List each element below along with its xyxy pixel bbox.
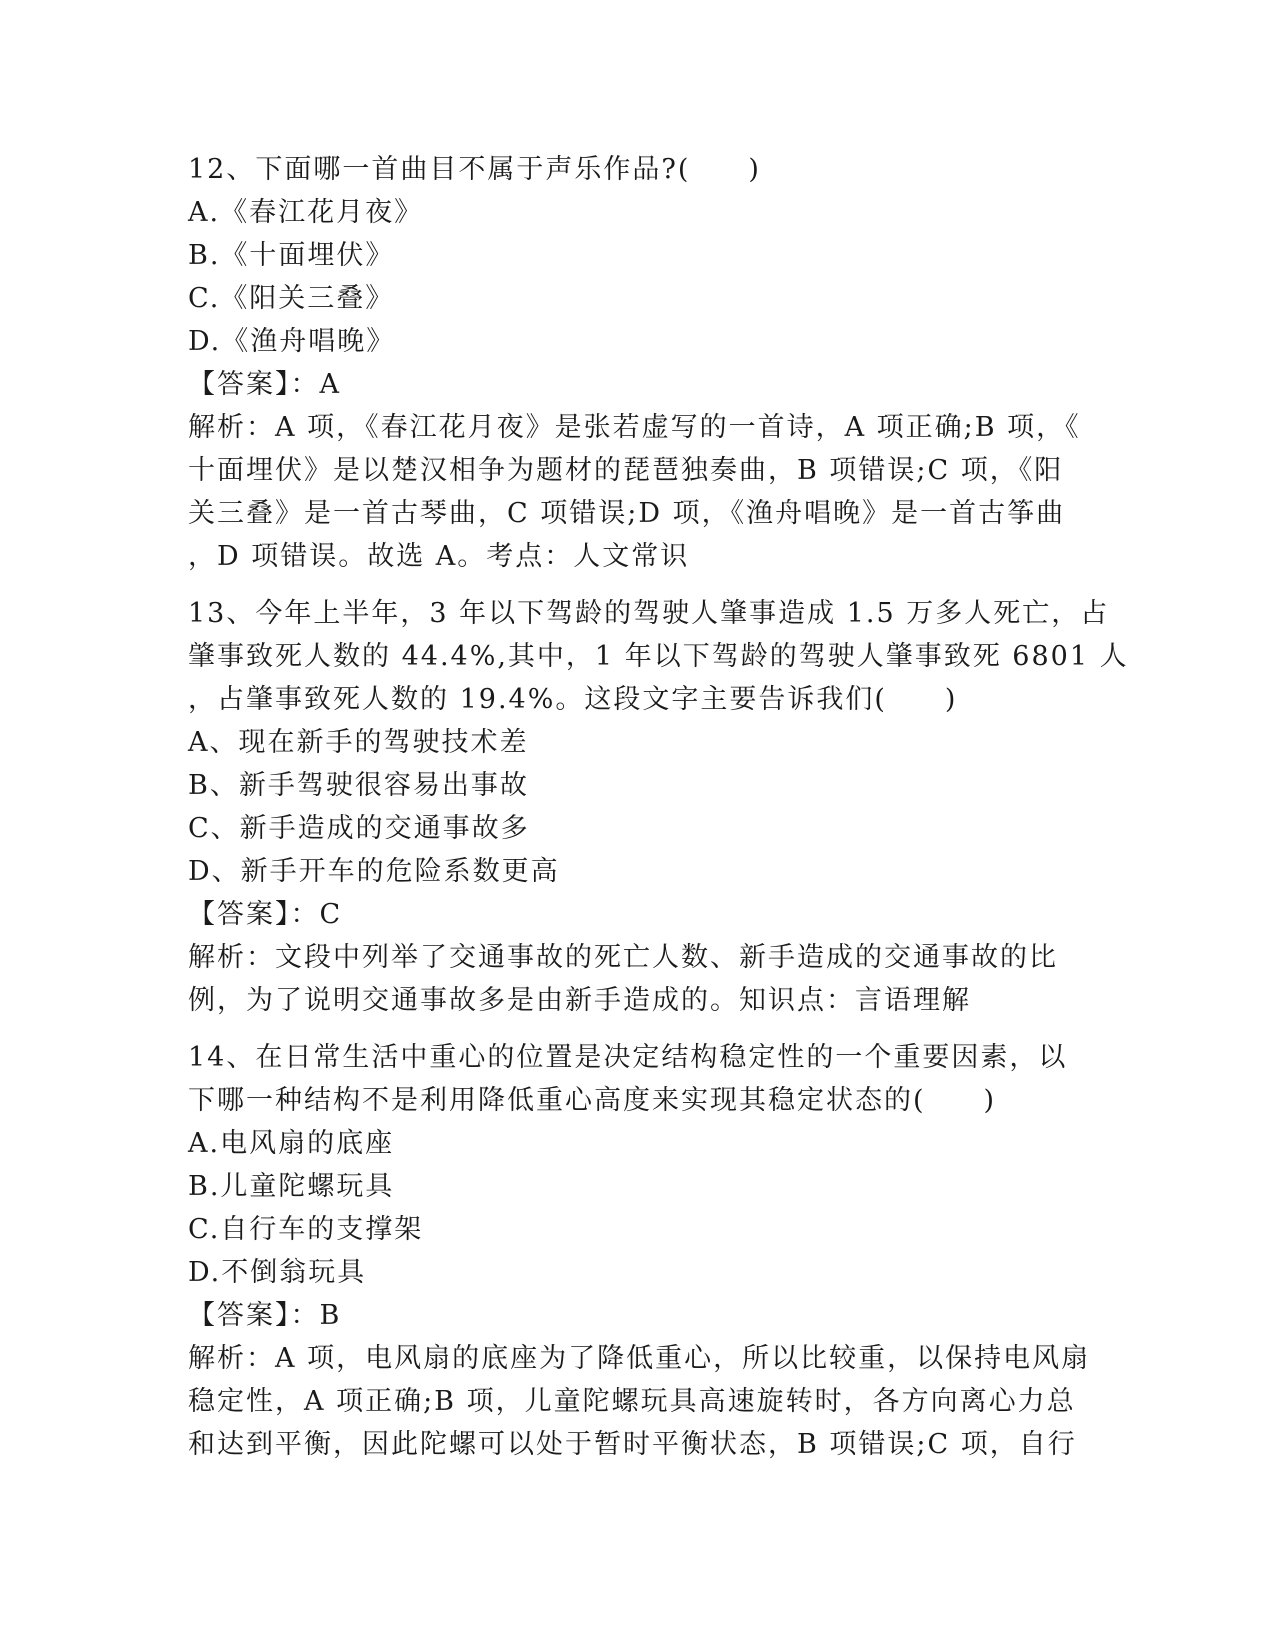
question-stem: 肇事致死人数的 44.4%,其中，1 年以下驾龄的驾驶人肇事致死 6801 人 — [188, 641, 1129, 672]
explanation-line: 例，为了说明交通事故多是由新手造成的。知识点：言语理解 — [188, 985, 971, 1016]
question-stem: 12、下面哪一首曲目不属于声乐作品?( ) — [188, 154, 761, 185]
answer-label: 【答案】：B — [188, 1300, 342, 1331]
answer-label: 【答案】：C — [188, 899, 343, 930]
explanation-line: 稳定性，A 项正确;B 项，儿童陀螺玩具高速旋转时，各方向离心力总 — [188, 1386, 1076, 1417]
option-b: B.儿童陀螺玩具 — [188, 1171, 395, 1202]
explanation-line: 解析：A 项，电风扇的底座为了降低重心，所以比较重，以保持电风扇 — [188, 1343, 1091, 1374]
option-c: C.自行车的支撑架 — [188, 1214, 424, 1245]
explanation-line: 解析：A 项，《春江花月夜》是张若虚写的一首诗，A 项正确;B 项，《 — [188, 412, 1081, 443]
option-d: D、新手开车的危险系数更高 — [188, 856, 560, 887]
question-stem: ，占肇事致死人数的 19.4%。这段文字主要告诉我们( ) — [188, 684, 958, 715]
option-a: A.《春江花月夜》 — [188, 197, 424, 228]
option-d: D.不倒翁玩具 — [188, 1257, 367, 1288]
explanation — [188, 1337, 1091, 1466]
option-a: A、现在新手的驾驶技术差 — [188, 727, 529, 758]
explanation — [188, 406, 1088, 578]
option-a: A.电风扇的底座 — [188, 1128, 395, 1159]
explanation-line: 解析：文段中列举了交通事故的死亡人数、新手造成的交通事故的比 — [188, 942, 1058, 973]
explanation-line: 十面埋伏》是以楚汉相争为题材的琵琶独奏曲，B 项错误;C 项，《阳 — [188, 455, 1064, 486]
question-12 — [188, 148, 1088, 578]
explanation-line: 关三叠》是一首古琴曲，C 项错误;D 项，《渔舟唱晚》是一首古筝曲 — [188, 498, 1066, 529]
answer-label: 【答案】：A — [188, 369, 341, 400]
explanation — [188, 936, 1088, 1022]
option-b: B、新手驾驶很容易出事故 — [188, 770, 529, 801]
option-b: B.《十面埋伏》 — [188, 240, 395, 271]
question-stem: 13、今年上半年，3 年以下驾龄的驾驶人肇事造成 1.5 万多人死亡，占 — [188, 598, 1110, 629]
question-14 — [188, 1036, 1091, 1466]
explanation-line: 和达到平衡，因此陀螺可以处于暂时平衡状态，B 项错误;C 项，自行 — [188, 1429, 1077, 1460]
question-stem: 下哪一种结构不是利用降低重心高度来实现其稳定状态的( ) — [188, 1085, 997, 1116]
question-13 — [188, 592, 1129, 1022]
option-c: C、新手造成的交通事故多 — [188, 813, 530, 844]
explanation-line: ，D 项错误。故选 A。考点：人文常识 — [188, 541, 690, 572]
document-page — [188, 148, 1129, 1480]
option-c: C.《阳关三叠》 — [188, 283, 395, 314]
option-d: D.《渔舟唱晚》 — [188, 326, 396, 357]
question-stem: 14、在日常生活中重心的位置是决定结构稳定性的一个重要因素，以 — [188, 1042, 1068, 1073]
